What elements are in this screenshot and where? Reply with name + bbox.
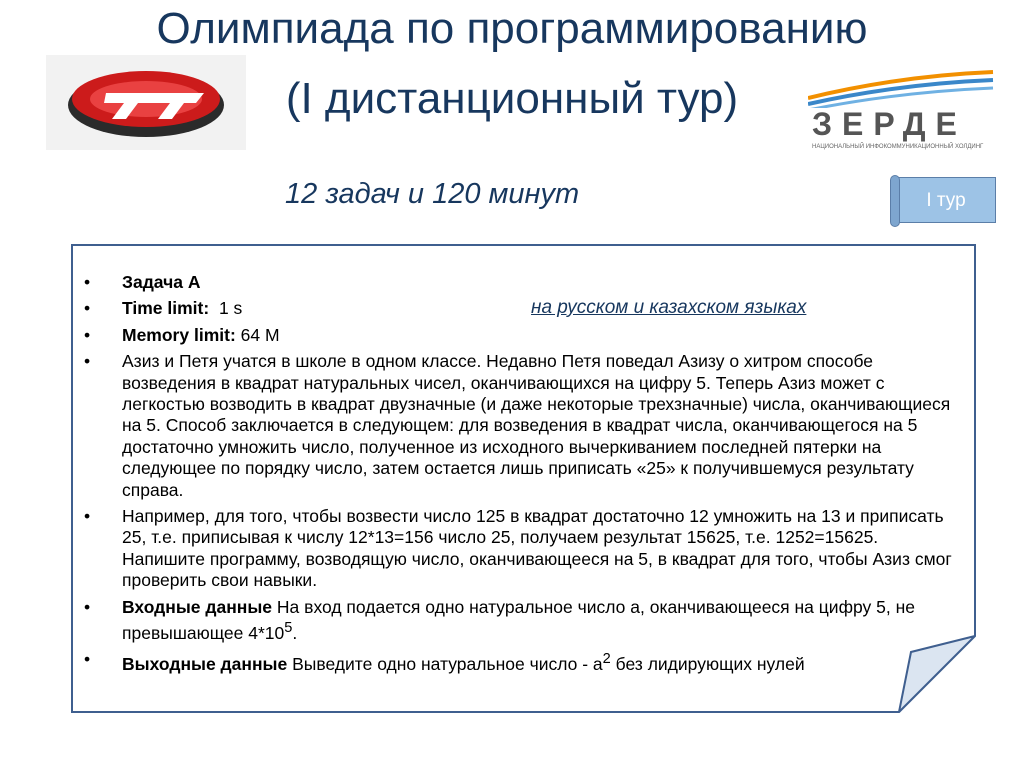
statement-paragraph-1 xyxy=(84,351,964,501)
zerde-wordmark: ЗЕРДЕ xyxy=(812,106,967,142)
input-label: Входные данные xyxy=(122,596,273,617)
input-end: . xyxy=(292,622,298,643)
bullet-icon: • xyxy=(84,351,91,372)
time-limit-item xyxy=(84,298,964,319)
slide-subtitle: 12 задач и 120 минут xyxy=(285,178,580,210)
bullet-icon: • xyxy=(84,506,91,527)
it-logo xyxy=(46,55,246,150)
time-limit-value: 1 s xyxy=(218,298,243,319)
task-name-item xyxy=(84,272,964,293)
output-exponent: 2 xyxy=(602,651,611,668)
scroll-curl-icon xyxy=(890,175,900,227)
bullet-icon: • xyxy=(84,596,91,617)
output-spec-item xyxy=(84,649,964,675)
time-limit-label: Time limit: xyxy=(122,298,210,319)
slide-title: Олимпиада по программированию xyxy=(156,4,868,53)
input-spec-item xyxy=(84,597,964,645)
statement-paragraph-2 xyxy=(84,506,964,592)
statement-text-2: Например, для того, чтобы возвести число 125 в квадрат достаточно 12 умножить на 13 и приписать 25, т.е. приписывая к числу 12*13=156 число 25, получаем результат 15625, т.е. 1252=15625. Напишите программу, возводящую число, оканчивающееся на 5, в квадрат для того, чтобы Азиз смог проверить свои навыки. xyxy=(122,506,952,591)
slide-title-line2: (I дистанционный тур) xyxy=(285,74,739,123)
bullet-icon: • xyxy=(84,298,91,319)
zerde-caption: НАЦИОНАЛЬНЫЙ ИНФОКОММУНИКАЦИОННЫЙ ХОЛДИНГ xyxy=(812,144,984,150)
zerde-logo xyxy=(808,68,998,160)
input-exponent: 5 xyxy=(284,620,293,637)
statement-text-1: Азиз и Петя учатся в школе в одном классе. Недавно Петя поведал Азизу о хитром способе возведения в квадрат натуральных чисел, оканчивающихся на цифру 5. Теперь Азиз может с легкостью возводить в квадрат двузначные (и даже некоторые трехзначные) числа, оканчивающиеся на 5. Способ заключается в следующем: для возведения в квадрат числа, оканчивающегося на 5 достаточно умножить число, полученное из исходного вычеркиванием последней пятерки на следующее по порядку число, затем остается лишь приписать «25» к получившемуся результату справа. xyxy=(122,351,951,500)
tour-button[interactable] xyxy=(890,175,998,227)
memory-limit-value: 64 M xyxy=(240,324,280,345)
output-text: Выведите одно натуральное число - a xyxy=(292,654,603,675)
output-label: Выходные данные xyxy=(122,654,288,675)
memory-limit-label: Memory limit: xyxy=(122,324,236,345)
language-link[interactable]: на русском и казахском языках xyxy=(531,297,807,318)
task-content xyxy=(84,272,964,681)
bullet-icon: • xyxy=(84,272,91,292)
bullet-icon: • xyxy=(84,649,91,670)
bullet-icon: • xyxy=(84,324,91,345)
task-name: Задача А xyxy=(122,272,201,292)
input-text: На вход подается одно натуральное число a, оканчивающееся на цифру 5, не превышающее 4*10 xyxy=(122,596,915,643)
output-end: без лидирующих нулей xyxy=(610,654,805,675)
tour-button-label: I тур xyxy=(896,177,996,223)
memory-limit-item xyxy=(84,325,964,346)
